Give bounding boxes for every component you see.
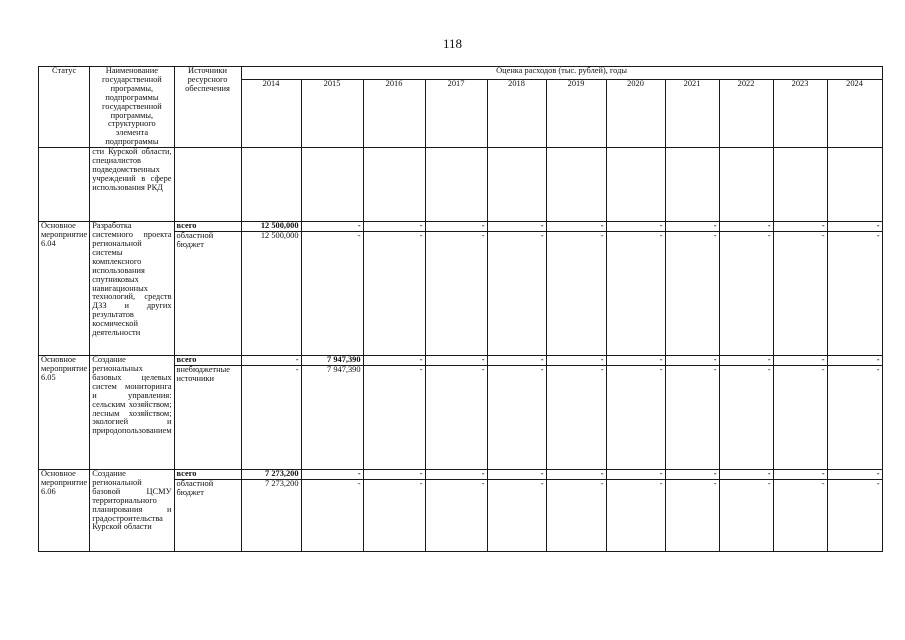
value-cell: - (773, 479, 827, 551)
value-cell: - (719, 365, 773, 469)
value-cell: - (606, 479, 665, 551)
value-cell: - (301, 469, 363, 479)
header-year: 2015 (301, 79, 363, 147)
value-cell: - (301, 479, 363, 551)
header-year: 2022 (719, 79, 773, 147)
value-cell: - (546, 356, 606, 366)
value-cell: - (665, 365, 719, 469)
value-cell: - (606, 222, 665, 232)
value-cell (546, 148, 606, 222)
value-cell: - (487, 356, 546, 366)
value-cell: - (606, 356, 665, 366)
value-cell: - (546, 232, 606, 356)
value-cell: - (665, 232, 719, 356)
value-cell: - (827, 365, 882, 469)
page-number: 118 (442, 36, 463, 51)
table-row (39, 222, 883, 232)
table-row (39, 356, 883, 366)
status-cell: Основное мероприятие 6.05 (39, 356, 90, 470)
value-cell: - (546, 469, 606, 479)
value-cell: - (665, 469, 719, 479)
value-cell (425, 148, 487, 222)
value-cell: - (773, 365, 827, 469)
value-cell: - (301, 232, 363, 356)
value-cell: - (363, 469, 425, 479)
status-cell (39, 148, 90, 222)
value-cell: - (773, 356, 827, 366)
name-cell: сти Курской области, специалистов подведомственных учреждений в сфере использования РКД (90, 148, 174, 222)
source-cell: внебюджетные источники (174, 365, 241, 469)
header-year: 2023 (773, 79, 827, 147)
value-cell: - (487, 232, 546, 356)
total-label: всего (174, 356, 241, 366)
table-header (39, 67, 883, 148)
value-cell: 7 273,200 (241, 479, 301, 551)
source-cell: областной бюджет (174, 232, 241, 356)
budget-table (38, 66, 883, 552)
value-cell: - (827, 469, 882, 479)
header-year: 2016 (363, 79, 425, 147)
total-label: всего (174, 469, 241, 479)
value-cell: - (425, 469, 487, 479)
value-cell: - (425, 222, 487, 232)
value-cell: - (425, 479, 487, 551)
header-year: 2020 (606, 79, 665, 147)
header-year: 2018 (487, 79, 546, 147)
value-cell: - (546, 365, 606, 469)
value-cell: - (606, 232, 665, 356)
table-row (39, 469, 883, 479)
header-status: Статус (39, 67, 90, 148)
value-cell: - (719, 469, 773, 479)
value-cell: - (241, 356, 301, 366)
value-cell (827, 148, 882, 222)
value-cell: - (827, 232, 882, 356)
value-cell: - (425, 365, 487, 469)
value-cell: - (546, 222, 606, 232)
value-cell (363, 148, 425, 222)
total-label: всего (174, 222, 241, 232)
source-cell (174, 148, 241, 222)
value-cell (665, 148, 719, 222)
value-cell: 7 947,390 (301, 356, 363, 366)
value-cell: - (773, 222, 827, 232)
header-year: 2019 (546, 79, 606, 147)
continuation-row (39, 148, 883, 222)
status-cell: Основное мероприятие 6.06 (39, 469, 90, 551)
value-cell: - (665, 356, 719, 366)
value-cell: - (425, 232, 487, 356)
header-year: 2024 (827, 79, 882, 147)
value-cell (241, 148, 301, 222)
value-cell: - (487, 469, 546, 479)
value-cell: 12 500,000 (241, 222, 301, 232)
value-cell: 7 273,200 (241, 469, 301, 479)
value-cell: - (827, 479, 882, 551)
header-sources: Источники ресурсного обеспечения (174, 67, 241, 148)
header-year: 2014 (241, 79, 301, 147)
value-cell: - (719, 232, 773, 356)
value-cell: - (363, 479, 425, 551)
header-name: Наименование государственной программы, подпрограммы государственной программы, структурного элемента подпрограммы (90, 67, 174, 148)
value-cell (606, 148, 665, 222)
value-cell (487, 148, 546, 222)
value-cell: - (487, 365, 546, 469)
value-cell: - (425, 356, 487, 366)
value-cell: - (487, 222, 546, 232)
value-cell: - (827, 222, 882, 232)
value-cell (719, 148, 773, 222)
value-cell: - (546, 479, 606, 551)
value-cell: - (773, 469, 827, 479)
header-year: 2021 (665, 79, 719, 147)
value-cell: - (719, 356, 773, 366)
value-cell: - (363, 356, 425, 366)
header-estimate: Оценка расходов (тыс. рублей), годы (241, 67, 882, 80)
name-cell: Создание региональной базовой ЦСМУ территориального планирования и градостроительства Курской области (90, 469, 174, 551)
value-cell: - (487, 479, 546, 551)
value-cell: - (665, 222, 719, 232)
value-cell (773, 148, 827, 222)
value-cell: - (363, 365, 425, 469)
value-cell: 12 500,000 (241, 232, 301, 356)
value-cell: - (606, 365, 665, 469)
value-cell: - (719, 222, 773, 232)
value-cell: - (665, 479, 719, 551)
name-cell: Разработка системного проекта региональной системы комплексного использования спутниковых навигационных технологий, средств ДЗЗ и других результатов космической деятельности (90, 222, 174, 356)
name-cell: Создание региональных базовых целевых систем мониторинга и управления: сельским хозяйством; лесным хозяйством; экологией и природопользованием (90, 356, 174, 470)
value-cell: - (606, 469, 665, 479)
status-cell: Основное мероприятие 6.04 (39, 222, 90, 356)
source-cell: областной бюджет (174, 479, 241, 551)
value-cell: - (363, 232, 425, 356)
value-cell (301, 148, 363, 222)
value-cell: - (827, 356, 882, 366)
header-year: 2017 (425, 79, 487, 147)
value-cell: - (363, 222, 425, 232)
value-cell: - (773, 232, 827, 356)
value-cell: - (301, 222, 363, 232)
value-cell: 7 947,390 (301, 365, 363, 469)
value-cell: - (241, 365, 301, 469)
value-cell: - (719, 479, 773, 551)
